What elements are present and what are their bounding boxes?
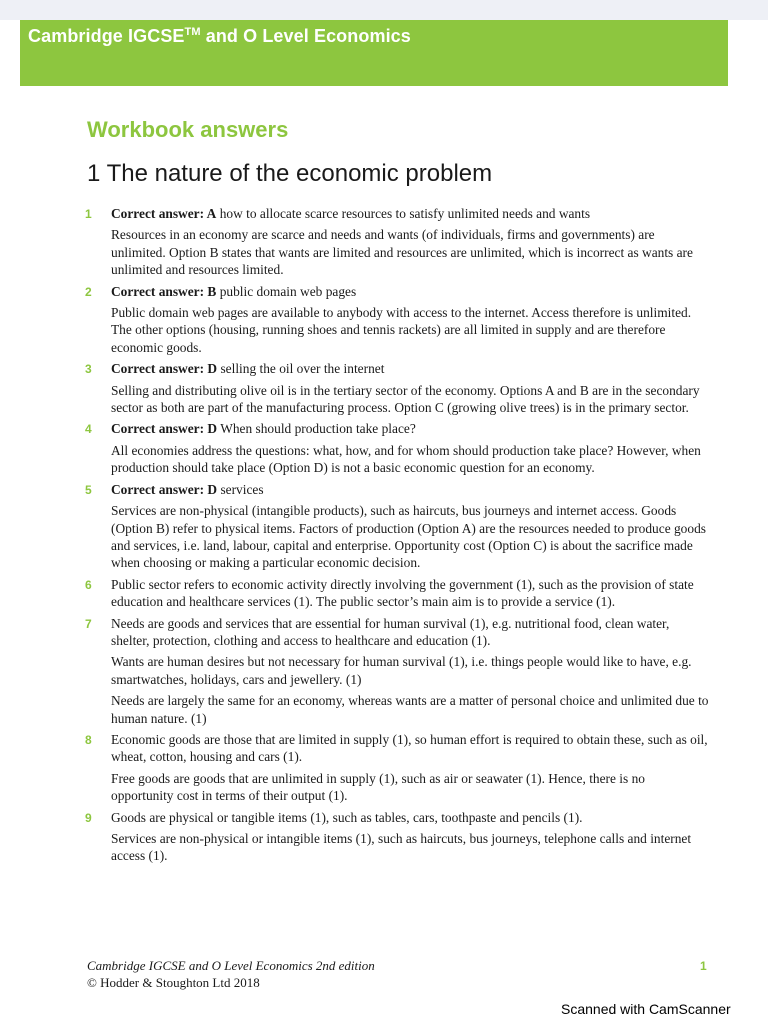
scan-watermark: Scanned with CamScanner — [561, 1001, 731, 1017]
answer-text: Wants are human desires but not necessary for human survival (1), i.e. things people would like to have, e.g. smartwatches, holidays, cars and jewellery. (1) — [111, 654, 692, 687]
title-text: Cambridge IGCSE — [28, 26, 185, 46]
page-number: 1 — [700, 959, 707, 973]
answer-number: 7 — [85, 616, 92, 631]
answer-text: Goods are physical or tangible items (1), such as tables, cars, toothpaste and pencils (1). — [111, 809, 583, 825]
answer-item — [85, 481, 710, 572]
correct-answer-label: Correct answer: B — [111, 283, 217, 299]
answer-item — [85, 360, 710, 416]
top-strip — [0, 0, 768, 20]
answer-number: 1 — [85, 207, 92, 221]
answer-text: Needs are goods and services that are essential for human survival (1), e.g. nutritional food, clean water, shelter, protection, clothing and access to healthcare and education (1). — [111, 615, 670, 648]
answer-number: 2 — [85, 284, 92, 299]
answer-item — [85, 283, 710, 357]
answer-number: 4 — [85, 422, 92, 437]
answer-paragraph — [111, 830, 710, 865]
answer-paragraph — [111, 653, 710, 688]
correct-answer-label: Correct answer: D — [111, 421, 218, 437]
answer-number: 5 — [85, 482, 92, 497]
answer-paragraph — [111, 615, 710, 650]
edition-line: Cambridge IGCSE and O Level Economics 2nd edition — [87, 958, 375, 973]
answer-item — [85, 420, 710, 476]
answer-text: selling the oil over the internet — [217, 361, 385, 377]
answer-paragraph — [111, 576, 710, 611]
correct-answer-label: Correct answer: D — [111, 361, 218, 377]
answer-text: Services are non-physical or intangible items (1), such as haircuts, bus journeys, telephone calls and internet access (1). — [111, 831, 692, 864]
answer-text: Resources in an economy are scarce and needs and wants (of individuals, firms and governments) are unlimited. Option B states that wants are limited and resources are unlimited, which is incorrect as wants are unlimited and resources limited. — [111, 227, 693, 278]
answer-text: Public domain web pages are available to anybody with access to the internet. Access therefore is unlimited. The other options (housing, running shoes and tennis rackets) are all limited in supply and are therefore economic goods. — [111, 305, 692, 355]
answer-paragraph — [111, 809, 710, 826]
answer-paragraph — [111, 360, 710, 377]
answer-number: 8 — [85, 732, 92, 747]
answers-list — [85, 205, 710, 869]
answer-paragraph — [111, 770, 710, 805]
title-text-rest: and O Level Economics — [200, 26, 411, 46]
answer-paragraph — [111, 481, 710, 498]
answer-text: services — [217, 481, 264, 497]
answer-paragraph — [111, 205, 710, 222]
answer-paragraph — [111, 283, 710, 300]
answer-text: Economic goods are those that are limited in supply (1), so human effort is required to obtain these, such as oil, wheat, cotton, housing and cars (1). — [111, 731, 708, 765]
answer-paragraph — [111, 304, 710, 356]
answer-text: how to allocate scarce resources to satisfy unlimited needs and wants — [216, 206, 591, 221]
answer-paragraph — [111, 502, 710, 572]
answer-paragraph — [111, 731, 710, 766]
answer-paragraph — [111, 226, 710, 278]
footer — [87, 957, 375, 991]
copyright-line: © Hodder & Stoughton Ltd 2018 — [87, 975, 260, 990]
correct-answer-label: Correct answer: D — [111, 481, 218, 497]
answer-text: public domain web pages — [216, 283, 357, 299]
answer-paragraph — [111, 382, 710, 417]
answer-text: When should production take place? — [217, 421, 416, 437]
chapter-title: 1 The nature of the economic problem — [87, 160, 493, 187]
trademark-mark: TM — [184, 26, 201, 38]
answer-text: Services are non-physical (intangible products), such as haircuts, bus journeys and internet access. Goods (Option B) refer to physical items. Factors of production (Option A) are the resources needed to produce goods and services, i.e. land, labour, capital and enterprise. Opportunity cost (Option C) is about the sacrifice made when choosing or making a particular economic decision. — [111, 503, 706, 571]
answer-item — [85, 205, 710, 279]
answer-text: All economies address the questions: what, how, and for whom should production take place? However, when production should take place (Option D) is not a basic economic question for an economy. — [111, 442, 701, 476]
answer-item — [85, 615, 710, 727]
answer-text: Needs are largely the same for an economy, whereas wants are a matter of personal choice and unlimited due to human nature. (1) — [111, 693, 709, 726]
answer-text: Public sector refers to economic activity directly involving the government (1), such as the provision of state education and healthcare services (1). The public sector’s main aim is to provide a service (1). — [111, 576, 694, 610]
answer-item — [85, 731, 710, 805]
answer-text: Free goods are goods that are unlimited in supply (1), such as air or seawater (1). Hence, there is no opportunity cost in terms of their output (1). — [111, 770, 645, 804]
answer-text: Selling and distributing olive oil is in the tertiary sector of the economy. Options A and B are in the secondary sector as both are part of the manufacturing process. Option C (growing olive trees) is in the primary sector. — [111, 382, 700, 416]
book-series-title — [28, 26, 411, 47]
answer-item — [85, 576, 710, 611]
workbook-title: Workbook answers — [87, 117, 289, 142]
answer-paragraph — [111, 420, 710, 437]
answer-item — [85, 809, 710, 865]
answer-paragraph — [111, 442, 710, 477]
answer-number: 6 — [85, 577, 92, 592]
correct-answer-label: Correct answer: A — [111, 206, 217, 221]
answer-number: 3 — [85, 362, 92, 377]
answer-number: 9 — [85, 810, 92, 825]
answer-paragraph — [111, 692, 710, 727]
